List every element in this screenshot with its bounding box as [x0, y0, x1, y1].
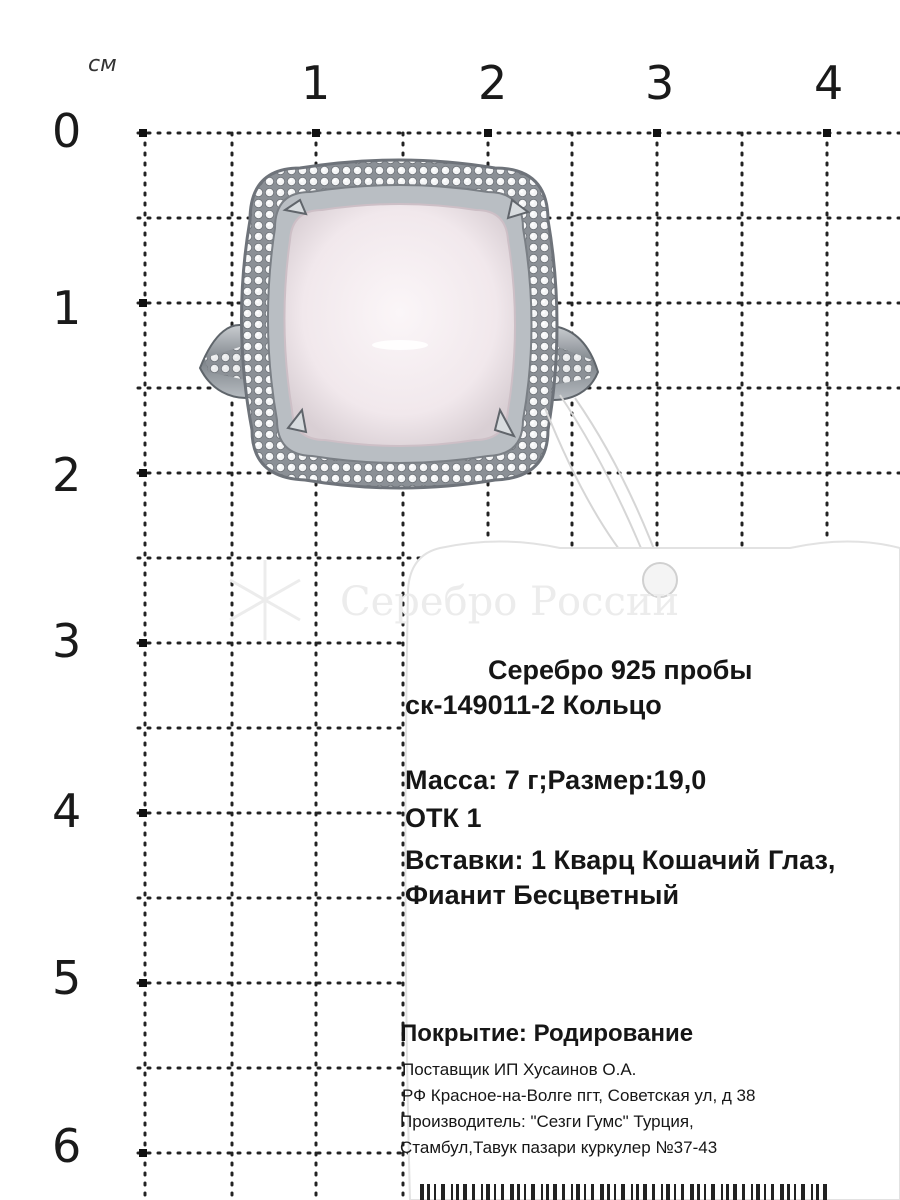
y-label-3: 3	[52, 614, 82, 668]
y-label-6: 6	[52, 1119, 82, 1173]
snowflake-watermark-icon	[230, 560, 300, 640]
y-label-4: 4	[52, 784, 82, 838]
x-label-1: 1	[301, 56, 331, 110]
x-label-2: 2	[478, 56, 508, 110]
unit-label: см	[88, 52, 117, 77]
tag-article: ск-149011-2 Кольцо	[405, 690, 662, 720]
tag-weight-size: Масса: 7 г;Размер:19,0	[405, 765, 707, 795]
tag-supplier-address: РФ Красное-на-Волге пгт, Советская ул, д 38	[402, 1086, 756, 1105]
y-label-2: 2	[52, 448, 82, 502]
tag-manufacturer-address: Стамбул,Тавук пазари куркулер №37-43	[400, 1138, 718, 1157]
barcode-strip	[420, 1180, 840, 1200]
tag-coating: Покрытие: Родирование	[400, 1020, 694, 1047]
cats-eye-quartz-stone	[284, 204, 515, 446]
watermark-text: Серебро России	[340, 579, 680, 625]
y-label-5: 5	[52, 951, 82, 1005]
tag-inserts-line2: Фианит Бесцветный	[405, 880, 680, 910]
x-label-4: 4	[814, 56, 844, 110]
x-label-3: 3	[645, 56, 675, 110]
tag-title: Серебро 925 пробы	[488, 655, 753, 685]
y-label-1: 1	[52, 281, 82, 335]
tag-supplier: Поставщик ИП Хусаинов О.А.	[402, 1060, 637, 1079]
tag-manufacturer: Производитель: "Сезги Гумс" Турция,	[400, 1112, 694, 1131]
tag-otk: ОТК 1	[405, 803, 482, 833]
y-label-0: 0	[52, 104, 82, 158]
tag-inserts-line1: Вставки: 1 Кварц Кошачий Глаз,	[405, 845, 836, 875]
